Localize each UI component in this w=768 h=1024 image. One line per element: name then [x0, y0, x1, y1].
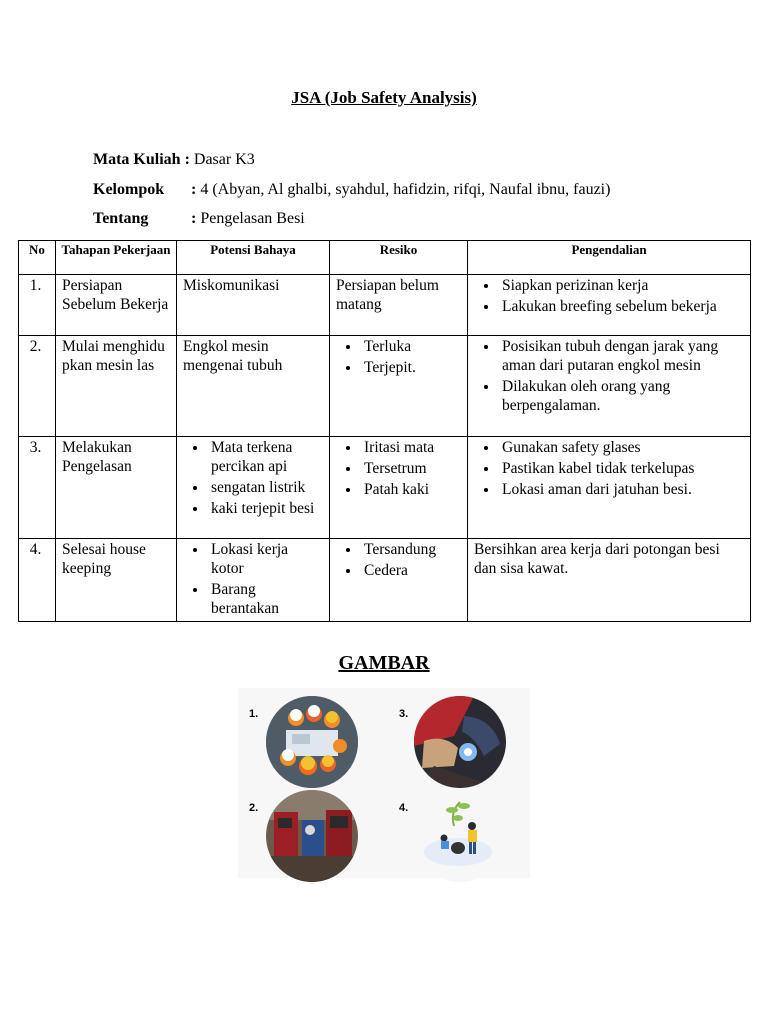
potensi-cell: [177, 539, 330, 622]
header-potensi-bahaya: Potensi Bahaya: [177, 241, 330, 275]
info-key: Kelompok: [93, 181, 165, 198]
table-row: [19, 336, 751, 437]
resiko-item: • Cedera: [361, 561, 462, 580]
briefing-team-image: [266, 696, 358, 788]
potensi-cell: Miskomunikasi: [177, 275, 330, 336]
table-row: [19, 437, 751, 539]
potensi-item: • kaki terjepit besi: [208, 499, 324, 518]
table-header-row: [19, 241, 751, 275]
info-value: 4 (Abyan, Al ghalbi, syahdul, hafidzin, rifqi, Naufal ibnu, fauzi): [196, 181, 611, 198]
image-label: 4.: [399, 802, 409, 814]
resiko-item: • Tersetrum: [361, 459, 462, 478]
pengendalian-cell: Bersihkan area kerja dari potongan besi dan sisa kawat.: [468, 539, 751, 622]
info-separator: :: [191, 210, 197, 227]
row-number: 4.: [19, 539, 56, 622]
resiko-cell: Persiapan belum matang: [330, 275, 468, 336]
info-separator: :: [180, 151, 190, 168]
potensi-cell: Engkol mesin mengenai tubuh: [177, 336, 330, 437]
potensi-item: • Mata terkena percikan api: [208, 438, 324, 476]
pengendalian-cell: [468, 437, 751, 539]
info-row-tentang: [93, 210, 305, 228]
table-row: [19, 275, 751, 336]
pengendalian-item: • Lakukan breefing sebelum bekerja: [499, 297, 745, 316]
row-number: 1.: [19, 275, 56, 336]
pengendalian-cell: [468, 275, 751, 336]
pengendalian-item: • Siapkan perizinan kerja: [499, 276, 745, 295]
header-pengendalian: Pengendalian: [468, 241, 751, 275]
document-title: JSA (Job Safety Analysis): [291, 88, 477, 107]
image-label: 1.: [249, 708, 259, 720]
info-value: Pengelasan Besi: [196, 210, 305, 227]
tahapan-cell: Persiapan Sebelum Bekerja: [56, 275, 177, 336]
resiko-cell: [330, 539, 468, 622]
pengendalian-cell: [468, 336, 751, 437]
resiko-item: • Terluka: [361, 337, 462, 356]
tahapan-cell: Selesai house keeping: [56, 539, 177, 622]
pengendalian-item: • Posisikan tubuh dengan jarak yang aman dari putaran engkol mesin: [499, 337, 745, 375]
potensi-cell: [177, 437, 330, 539]
pengendalian-item: • Dilakukan oleh orang yang berpengalaman.: [499, 377, 745, 415]
info-separator: :: [191, 181, 197, 198]
jsa-table: [18, 240, 751, 622]
tahapan-cell: Mulai menghidupkan mesin las: [56, 336, 177, 437]
potensi-item: • Lokasi kerja kotor: [208, 540, 324, 578]
tahapan-cell: Melakukan Pengelasan: [56, 437, 177, 539]
header-tahapan: Tahapan Pekerjaan: [56, 241, 177, 275]
resiko-item: • Tersandung: [361, 540, 462, 559]
header-resiko: Resiko: [330, 241, 468, 275]
pengendalian-item: • Pastikan kabel tidak terkelupas: [499, 459, 745, 478]
resiko-item: • Iritasi mata: [361, 438, 462, 457]
welding-image: [414, 696, 506, 788]
housekeeping-illustration: [414, 790, 506, 882]
gambar-heading: GAMBAR: [338, 652, 430, 674]
resiko-cell: [330, 336, 468, 437]
row-number: 3.: [19, 437, 56, 539]
table-row: [19, 539, 751, 622]
info-key: Mata Kuliah: [93, 151, 181, 168]
illustration-panel: [238, 688, 530, 878]
image-label: 2.: [249, 802, 259, 814]
row-number: 2.: [19, 336, 56, 437]
resiko-item: • Terjepit.: [361, 358, 462, 377]
image-label: 3.: [399, 708, 409, 720]
info-key: Tentang: [93, 210, 149, 227]
potensi-item: • sengatan listrik: [208, 478, 324, 497]
resiko-item: • Patah kaki: [361, 480, 462, 499]
info-value: Dasar K3: [189, 151, 255, 168]
workshop-machine-image: [266, 790, 358, 882]
info-row-mata-kuliah: [93, 151, 255, 169]
pengendalian-item: • Lokasi aman dari jatuhan besi.: [499, 480, 745, 499]
potensi-item: • Barang berantakan: [208, 580, 324, 618]
resiko-cell: [330, 437, 468, 539]
pengendalian-item: • Gunakan safety glases: [499, 438, 745, 457]
info-row-kelompok: [93, 181, 610, 199]
header-no: No: [19, 241, 56, 275]
